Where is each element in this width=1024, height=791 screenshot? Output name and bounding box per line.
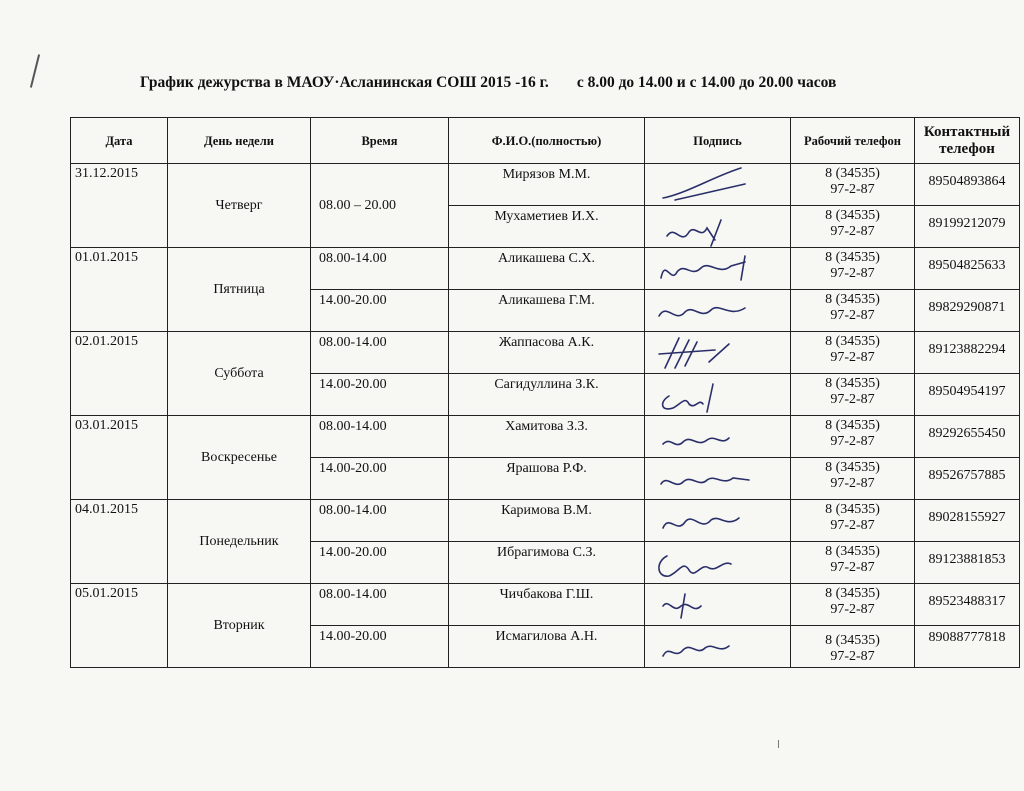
cell-date: 03.01.2015 (71, 416, 168, 500)
cell-work-phone (791, 458, 915, 500)
signature-stroke (659, 308, 745, 316)
cell-contact-phone: 89123881853 (915, 542, 1020, 584)
cell-fio: Сагидуллина З.К. (449, 374, 645, 416)
cell-fio: Ярашова Р.Ф. (449, 458, 645, 500)
cell-work-phone (791, 542, 915, 584)
header-weekday: День недели (168, 118, 311, 164)
cell-contact-phone: 89292655450 (915, 416, 1020, 458)
cell-weekday: Суббота (168, 332, 311, 416)
work-phone-code: 8 (34535) (825, 418, 880, 433)
table-row (71, 248, 1020, 290)
handwritten-signature (645, 584, 791, 626)
cell-fio: Исмагилова А.Н. (449, 626, 645, 668)
cell-contact-phone: 89504825633 (915, 248, 1020, 290)
cell-time: 08.00-14.00 (311, 584, 449, 626)
work-phone-number: 97-2-87 (830, 266, 875, 281)
cell-signature (645, 206, 791, 248)
cell-signature (645, 332, 791, 374)
cell-contact-phone: 89028155927 (915, 500, 1020, 542)
cell-signature (645, 290, 791, 332)
handwritten-signature (645, 500, 791, 542)
handwritten-signature (645, 458, 791, 500)
handwritten-signature (645, 206, 791, 248)
work-phone-number: 97-2-87 (830, 649, 875, 664)
work-phone-code: 8 (34535) (825, 633, 880, 648)
cell-date: 02.01.2015 (71, 332, 168, 416)
work-phone-code: 8 (34535) (825, 586, 880, 601)
cell-signature (645, 164, 791, 206)
table-row (71, 164, 1020, 206)
work-phone-number: 97-2-87 (830, 560, 875, 575)
signature-stroke (663, 594, 701, 618)
cell-time: 14.00-20.00 (311, 458, 449, 500)
table-row (71, 332, 1020, 374)
handwritten-signature (645, 542, 791, 584)
cell-time: 08.00-14.00 (311, 500, 449, 542)
cell-time: 08.00 – 20.00 (311, 164, 449, 248)
cell-fio: Хамитова З.З. (449, 416, 645, 458)
cell-contact-phone: 89088777818 (915, 626, 1020, 668)
cell-contact-phone: 89199212079 (915, 206, 1020, 248)
header-row (71, 118, 1020, 164)
work-phone-number: 97-2-87 (830, 602, 875, 617)
cell-contact-phone: 89829290871 (915, 290, 1020, 332)
cell-fio: Мирязов М.М. (449, 164, 645, 206)
cell-time: 08.00-14.00 (311, 416, 449, 458)
cell-date: 01.01.2015 (71, 248, 168, 332)
signature-stroke (663, 384, 713, 412)
cell-work-phone (791, 206, 915, 248)
signature-stroke (667, 220, 721, 246)
handwritten-signature (645, 290, 791, 332)
work-phone-number: 97-2-87 (830, 476, 875, 491)
header-fio: Ф.И.О.(полностью) (449, 118, 645, 164)
table-row (71, 584, 1020, 626)
cell-weekday: Вторник (168, 584, 311, 668)
signature-stroke (663, 438, 729, 445)
signature-stroke (663, 646, 729, 656)
cell-time: 14.00-20.00 (311, 290, 449, 332)
handwritten-signature (645, 626, 791, 668)
cell-time: 14.00-20.00 (311, 626, 449, 668)
work-phone-code: 8 (34535) (825, 376, 880, 391)
signature-stroke (663, 168, 745, 200)
work-phone-code: 8 (34535) (825, 208, 880, 223)
handwritten-signature (645, 416, 791, 458)
cell-contact-phone: 89504954197 (915, 374, 1020, 416)
work-phone-code: 8 (34535) (825, 502, 880, 517)
cell-signature (645, 542, 791, 584)
header-contact-phone: Контактный телефон (915, 118, 1020, 164)
work-phone-code: 8 (34535) (825, 166, 880, 181)
cell-weekday: Пятница (168, 248, 311, 332)
cell-signature (645, 248, 791, 290)
signature-stroke (663, 518, 739, 528)
signature-stroke (661, 478, 749, 484)
work-phone-number: 97-2-87 (830, 308, 875, 323)
cell-contact-phone: 89123882294 (915, 332, 1020, 374)
work-phone-number: 97-2-87 (830, 518, 875, 533)
work-phone-number: 97-2-87 (830, 182, 875, 197)
cell-signature (645, 500, 791, 542)
header-date: Дата (71, 118, 168, 164)
cell-contact-phone: 89504893864 (915, 164, 1020, 206)
handwritten-signature (645, 332, 791, 374)
work-phone-code: 8 (34535) (825, 334, 880, 349)
cell-contact-phone: 89523488317 (915, 584, 1020, 626)
cell-signature (645, 458, 791, 500)
cell-fio: Ибрагимова С.З. (449, 542, 645, 584)
title-hours: с 8.00 до 14.00 и с 14.00 до 20.00 часов (576, 74, 837, 91)
table-row (71, 416, 1020, 458)
title-main: График дежурства в МАОУ·Асланинская СОШ 2015 -16 г. (140, 74, 549, 91)
cell-signature (645, 584, 791, 626)
cell-work-phone (791, 332, 915, 374)
handwritten-signature (645, 374, 791, 416)
work-phone-number: 97-2-87 (830, 350, 875, 365)
cell-fio: Аликашева С.Х. (449, 248, 645, 290)
cell-weekday: Понедельник (168, 500, 311, 584)
cell-work-phone (791, 164, 915, 206)
cell-weekday: Воскресенье (168, 416, 311, 500)
signature-stroke (659, 556, 731, 576)
header-work-phone: Рабочий телефон (791, 118, 915, 164)
cell-date: 05.01.2015 (71, 584, 168, 668)
cell-work-phone (791, 626, 915, 668)
cell-fio: Чичбакова Г.Ш. (449, 584, 645, 626)
cell-date: 04.01.2015 (71, 500, 168, 584)
work-phone-code: 8 (34535) (825, 292, 880, 307)
signature-stroke (661, 256, 745, 280)
cell-work-phone (791, 500, 915, 542)
duty-schedule-table (70, 117, 1020, 668)
cell-time: 08.00-14.00 (311, 332, 449, 374)
page-title (140, 74, 1000, 92)
cell-work-phone (791, 416, 915, 458)
cell-signature (645, 626, 791, 668)
cell-fio: Аликашева Г.М. (449, 290, 645, 332)
work-phone-number: 97-2-87 (830, 434, 875, 449)
cell-work-phone (791, 374, 915, 416)
scan-mark (778, 740, 779, 748)
cell-time: 14.00-20.00 (311, 374, 449, 416)
handwritten-signature (645, 164, 791, 206)
work-phone-code: 8 (34535) (825, 460, 880, 475)
cell-work-phone (791, 584, 915, 626)
cell-date: 31.12.2015 (71, 164, 168, 248)
work-phone-code: 8 (34535) (825, 250, 880, 265)
header-time: Время (311, 118, 449, 164)
cell-weekday: Четверг (168, 164, 311, 248)
cell-work-phone (791, 290, 915, 332)
cell-fio: Мухаметиев И.Х. (449, 206, 645, 248)
cell-signature (645, 416, 791, 458)
signature-stroke (659, 338, 729, 368)
cell-time: 14.00-20.00 (311, 542, 449, 584)
handwritten-signature (645, 248, 791, 290)
cell-signature (645, 374, 791, 416)
cell-fio: Каримова В.М. (449, 500, 645, 542)
cell-time: 08.00-14.00 (311, 248, 449, 290)
cell-work-phone (791, 248, 915, 290)
table-row (71, 500, 1020, 542)
work-phone-code: 8 (34535) (825, 544, 880, 559)
cell-contact-phone: 89526757885 (915, 458, 1020, 500)
work-phone-number: 97-2-87 (830, 392, 875, 407)
work-phone-number: 97-2-87 (830, 224, 875, 239)
cell-fio: Жаппасова А.К. (449, 332, 645, 374)
header-signature: Подпись (645, 118, 791, 164)
pen-mark (30, 54, 40, 87)
